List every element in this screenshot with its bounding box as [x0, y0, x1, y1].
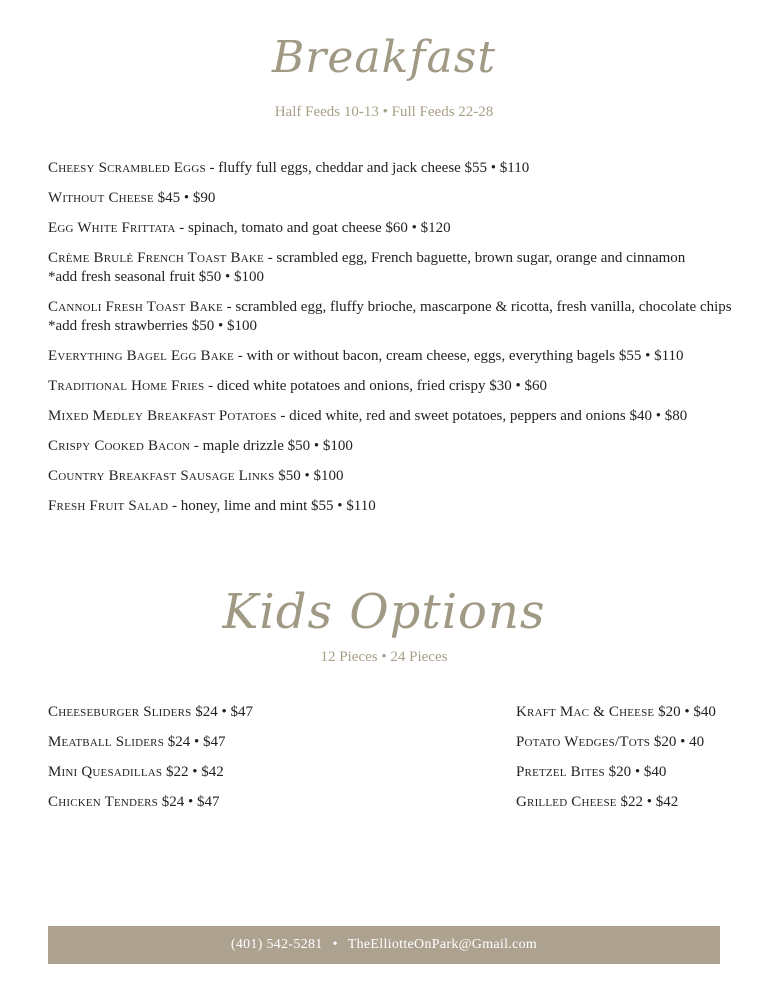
menu-item-name: Crispy Cooked Bacon: [48, 438, 191, 454]
footer-email[interactable]: TheElliotteOnPark@Gmail.com: [347, 937, 538, 952]
breakfast-subtitle: Half Feeds 10-13 • Full Feeds 22-28: [274, 104, 494, 120]
menu-item: [48, 347, 738, 366]
menu-item-name: Cannoli Fresh Toast Bake: [48, 299, 223, 315]
menu-item-name: Everything Bagel Egg Bake: [48, 348, 234, 364]
menu-item-name: Mixed Medley Breakfast Potatoes: [48, 408, 277, 424]
menu-item-desc: - diced white potatoes and onions, fried crispy $30 • $60: [204, 378, 548, 394]
menu-item-name: Traditional Home Fries: [48, 378, 205, 394]
menu-item: [48, 249, 738, 287]
kids-item-price: $20 • $40: [654, 704, 716, 720]
kids-item-name: Pretzel Bites: [516, 764, 605, 780]
menu-item-desc: - spinach, tomato and goat cheese $60 • $120: [175, 220, 451, 236]
menu-item: [48, 497, 738, 516]
menu-item-name: Cheesy Scrambled Eggs: [48, 160, 206, 176]
menu-item-name: Egg White Frittata: [48, 220, 176, 236]
kids-item-name: Cheeseburger Sliders: [48, 704, 192, 720]
kids-item-name: Meatball Sliders: [48, 734, 165, 750]
menu-item-note: *add fresh seasonal fruit $50 • $100: [48, 269, 265, 285]
menu-item-desc: - scrambled egg, fluffy brioche, mascarpone & ricotta, fresh vanilla, chocolate chips: [222, 299, 732, 315]
menu-item: [48, 189, 738, 208]
kids-item: [48, 763, 253, 782]
menu-item-name: Without Cheese: [48, 190, 154, 206]
kids-item-name: Grilled Cheese: [516, 794, 617, 810]
kids-item-name: Potato Wedges/Tots: [516, 734, 651, 750]
kids-item: [48, 703, 253, 722]
footer-phone[interactable]: (401) 542-5281: [230, 937, 323, 952]
kids-item-name: Chicken Tenders: [48, 794, 158, 810]
kids-item: [516, 733, 716, 752]
kids-item-name: Kraft Mac & Cheese: [516, 704, 655, 720]
kids-item-price: $20 • $40: [604, 764, 667, 780]
kids-item-price: $22 • $42: [616, 794, 679, 810]
menu-item: [48, 437, 738, 456]
menu-item-note: *add fresh strawberries $50 • $100: [48, 318, 257, 334]
kids-item-name: Mini Quesadillas: [48, 764, 163, 780]
kids-item-price: $22 • $42: [162, 764, 224, 780]
menu-item-desc: - scrambled egg, French baguette, brown sugar, orange and cinnamon: [263, 250, 686, 266]
menu-item-name: Crème Brulé French Toast Bake: [48, 250, 264, 266]
menu-item: [48, 219, 738, 238]
menu-item-name: Country Breakfast Sausage Links: [48, 468, 275, 484]
kids-subtitle: 12 Pieces • 24 Pieces: [320, 649, 448, 665]
kids-item-price: $20 • 40: [650, 734, 705, 750]
kids-menu-left-column: [48, 703, 253, 823]
kids-item: [516, 763, 716, 782]
menu-item-desc: $50 • $100: [274, 468, 344, 484]
kids-item-price: $24 • $47: [164, 734, 226, 750]
footer-separator: •: [332, 937, 338, 952]
menu-item-name: Fresh Fruit Salad: [48, 498, 169, 514]
menu-item-desc: - diced white, red and sweet potatoes, peppers and onions $40 • $80: [276, 408, 688, 424]
kids-item: [48, 793, 253, 812]
menu-item-desc: $45 • $90: [153, 190, 216, 206]
kids-item-price: $24 • $47: [191, 704, 253, 720]
menu-item: [48, 407, 738, 426]
menu-item-desc: - maple drizzle $50 • $100: [190, 438, 353, 454]
menu-item-desc: - honey, lime and mint $55 • $110: [168, 498, 376, 514]
contact-footer-bar: [48, 926, 720, 964]
menu-item: [48, 377, 738, 396]
kids-menu-right-column: [516, 703, 716, 823]
menu-item: [48, 467, 738, 486]
menu-item: [48, 159, 738, 178]
breakfast-title: Breakfast: [271, 32, 497, 83]
kids-item: [516, 793, 716, 812]
menu-item-desc: - fluffy full eggs, cheddar and jack cheese $55 • $110: [205, 160, 530, 176]
breakfast-menu-list: [48, 159, 738, 527]
kids-item: [516, 703, 716, 722]
menu-item: [48, 298, 738, 336]
menu-item-desc: - with or without bacon, cream cheese, eggs, everything bagels $55 • $110: [233, 348, 684, 364]
kids-item: [48, 733, 253, 752]
kids-title: Kids Options: [222, 584, 546, 640]
kids-item-price: $24 • $47: [157, 794, 220, 810]
